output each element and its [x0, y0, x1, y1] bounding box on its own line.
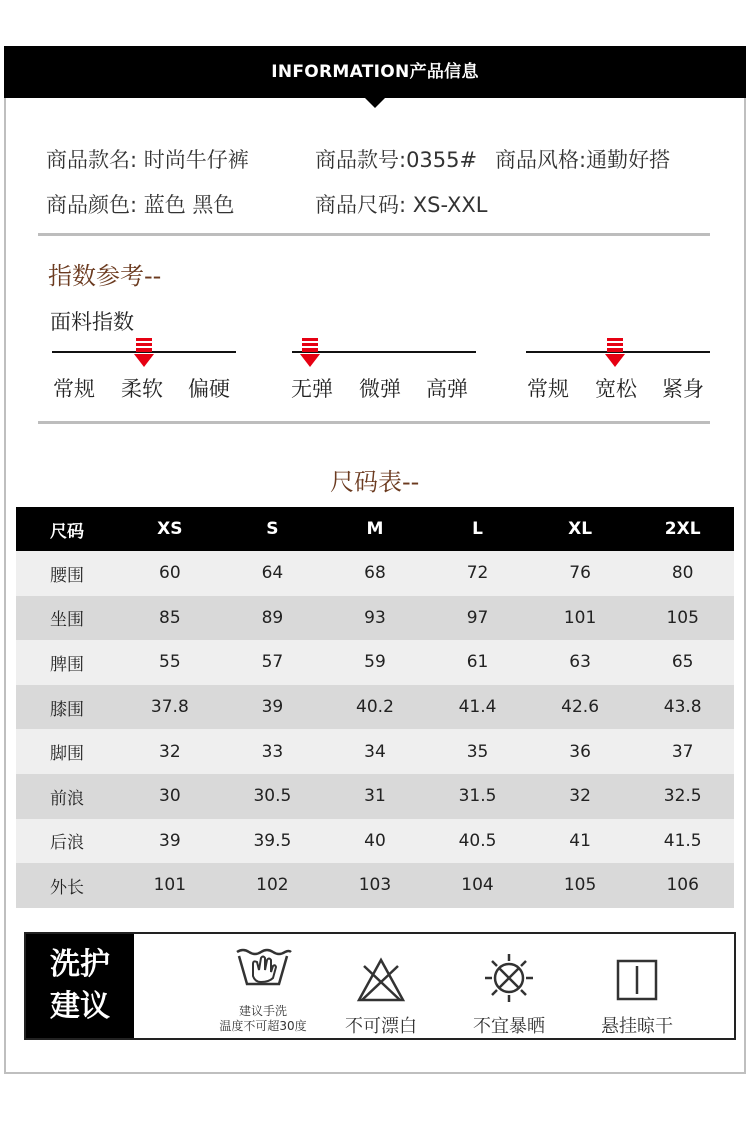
measurement-value: 30.5 — [221, 774, 324, 819]
measurement-value: 89 — [221, 596, 324, 641]
measurement-value: 32 — [529, 774, 632, 819]
measurement-value: 97 — [426, 596, 529, 641]
table-row — [16, 596, 734, 641]
scale-elasticity-label: 微弹 — [359, 377, 401, 401]
measurement-value: 60 — [119, 551, 222, 596]
care-hand-wash-line1: 建议手洗 — [238, 1004, 287, 1018]
product-style: 商品风格:通勤好搭 — [495, 148, 671, 172]
scale-softness-label: 柔软 — [121, 377, 163, 401]
scale-softness-label: 偏硬 — [188, 377, 230, 401]
index-title: 指数参考-- — [48, 262, 162, 290]
table-row — [16, 551, 734, 596]
measurement-value: 72 — [426, 551, 529, 596]
measurement-value: 40.5 — [426, 819, 529, 864]
measurement-value: 39 — [119, 819, 222, 864]
measurement-value: 33 — [221, 729, 324, 774]
scale-fit-label: 紧身 — [662, 377, 704, 401]
measurement-value: 40 — [324, 819, 427, 864]
care-label — [26, 934, 134, 1038]
measurement-value: 102 — [221, 863, 324, 908]
measurement-value: 57 — [221, 640, 324, 685]
size-table — [16, 507, 734, 908]
measurement-value: 39 — [221, 685, 324, 730]
header-cell: S — [221, 507, 324, 551]
table-row — [16, 819, 734, 864]
hang-dry-icon — [615, 958, 659, 1002]
measurement-value: 61 — [426, 640, 529, 685]
measurement-value: 41.4 — [426, 685, 529, 730]
measurement-value: 105 — [631, 596, 734, 641]
scale-elasticity-label: 无弹 — [291, 377, 333, 401]
product-color: 商品颜色: 蓝色 黑色 — [46, 193, 235, 217]
no-bleach-icon — [356, 956, 406, 1004]
measurement-value: 39.5 — [221, 819, 324, 864]
measurement-value: 103 — [324, 863, 427, 908]
header-cell: XS — [119, 507, 222, 551]
marker-elasticity-icon — [300, 338, 320, 368]
measurement-label: 脾围 — [16, 640, 119, 685]
measurement-value: 101 — [529, 596, 632, 641]
care-hang-dry-text: 悬挂晾干 — [601, 1016, 673, 1037]
fabric-index-label: 面料指数 — [50, 310, 134, 334]
header-cell: XL — [529, 507, 632, 551]
header-pointer — [365, 98, 385, 108]
table-row — [16, 640, 734, 685]
product-name: 商品款名: 时尚牛仔裤 — [46, 148, 249, 172]
marker-softness-icon — [134, 338, 154, 368]
measurement-label: 后浪 — [16, 819, 119, 864]
product-code: 商品款号:0355# — [315, 148, 478, 172]
table-row — [16, 774, 734, 819]
measurement-value: 80 — [631, 551, 734, 596]
measurement-value: 59 — [324, 640, 427, 685]
scale-softness-label: 常规 — [53, 377, 95, 401]
care-no-sun-text: 不宜暴晒 — [473, 1016, 545, 1037]
measurement-value: 31.5 — [426, 774, 529, 819]
measurement-value: 43.8 — [631, 685, 734, 730]
header-cell: M — [324, 507, 427, 551]
table-row — [16, 685, 734, 730]
care-item-no-bleach — [316, 934, 446, 1038]
measurement-value: 68 — [324, 551, 427, 596]
measurement-value: 85 — [119, 596, 222, 641]
care-hand-wash-line2: 温度不可超30度 — [219, 1019, 307, 1033]
measurement-value: 65 — [631, 640, 734, 685]
measurement-label: 前浪 — [16, 774, 119, 819]
care-item-hang-dry — [572, 934, 702, 1038]
marker-fit-icon — [605, 338, 625, 368]
measurement-value: 32 — [119, 729, 222, 774]
measurement-value: 37 — [631, 729, 734, 774]
header-cell: L — [426, 507, 529, 551]
care-label-line: 建议 — [50, 989, 110, 1024]
measurement-value: 106 — [631, 863, 734, 908]
scale-fit-label: 常规 — [527, 377, 569, 401]
care-item-no-sun — [444, 934, 574, 1038]
size-table-header — [16, 507, 734, 551]
care-panel — [24, 932, 736, 1040]
measurement-label: 坐围 — [16, 596, 119, 641]
measurement-label: 脚围 — [16, 729, 119, 774]
care-item-hand-wash — [198, 934, 328, 1038]
measurement-value: 30 — [119, 774, 222, 819]
table-row — [16, 729, 734, 774]
measurement-label: 腰围 — [16, 551, 119, 596]
divider-middle — [38, 421, 710, 424]
measurement-value: 32.5 — [631, 774, 734, 819]
measurement-value: 101 — [119, 863, 222, 908]
measurement-value: 31 — [324, 774, 427, 819]
measurement-value: 40.2 — [324, 685, 427, 730]
measurement-value: 37.8 — [119, 685, 222, 730]
measurement-label: 膝围 — [16, 685, 119, 730]
size-chart-title: 尺码表-- — [330, 468, 420, 496]
measurement-label: 外长 — [16, 863, 119, 908]
product-size: 商品尺码: XS-XXL — [315, 193, 488, 217]
divider-top — [38, 233, 710, 236]
measurement-value: 41 — [529, 819, 632, 864]
measurement-value: 105 — [529, 863, 632, 908]
measurement-value: 36 — [529, 729, 632, 774]
care-no-bleach-text: 不可漂白 — [345, 1016, 417, 1037]
measurement-value: 35 — [426, 729, 529, 774]
measurement-value: 93 — [324, 596, 427, 641]
measurement-value: 76 — [529, 551, 632, 596]
header-cell: 尺码 — [16, 507, 119, 551]
measurement-value: 55 — [119, 640, 222, 685]
measurement-value: 63 — [529, 640, 632, 685]
hand-wash-icon — [233, 940, 293, 990]
header-cell: 2XL — [631, 507, 734, 551]
care-label-line: 洗护 — [50, 947, 110, 982]
info-header: INFORMATION产品信息 — [4, 46, 746, 98]
measurement-value: 34 — [324, 729, 427, 774]
scale-elasticity-label: 高弹 — [426, 377, 468, 401]
scale-fit-label: 宽松 — [595, 377, 637, 401]
measurement-value: 104 — [426, 863, 529, 908]
no-sun-icon — [483, 952, 535, 1004]
measurement-value: 64 — [221, 551, 324, 596]
measurement-value: 41.5 — [631, 819, 734, 864]
table-row — [16, 863, 734, 908]
measurement-value: 42.6 — [529, 685, 632, 730]
